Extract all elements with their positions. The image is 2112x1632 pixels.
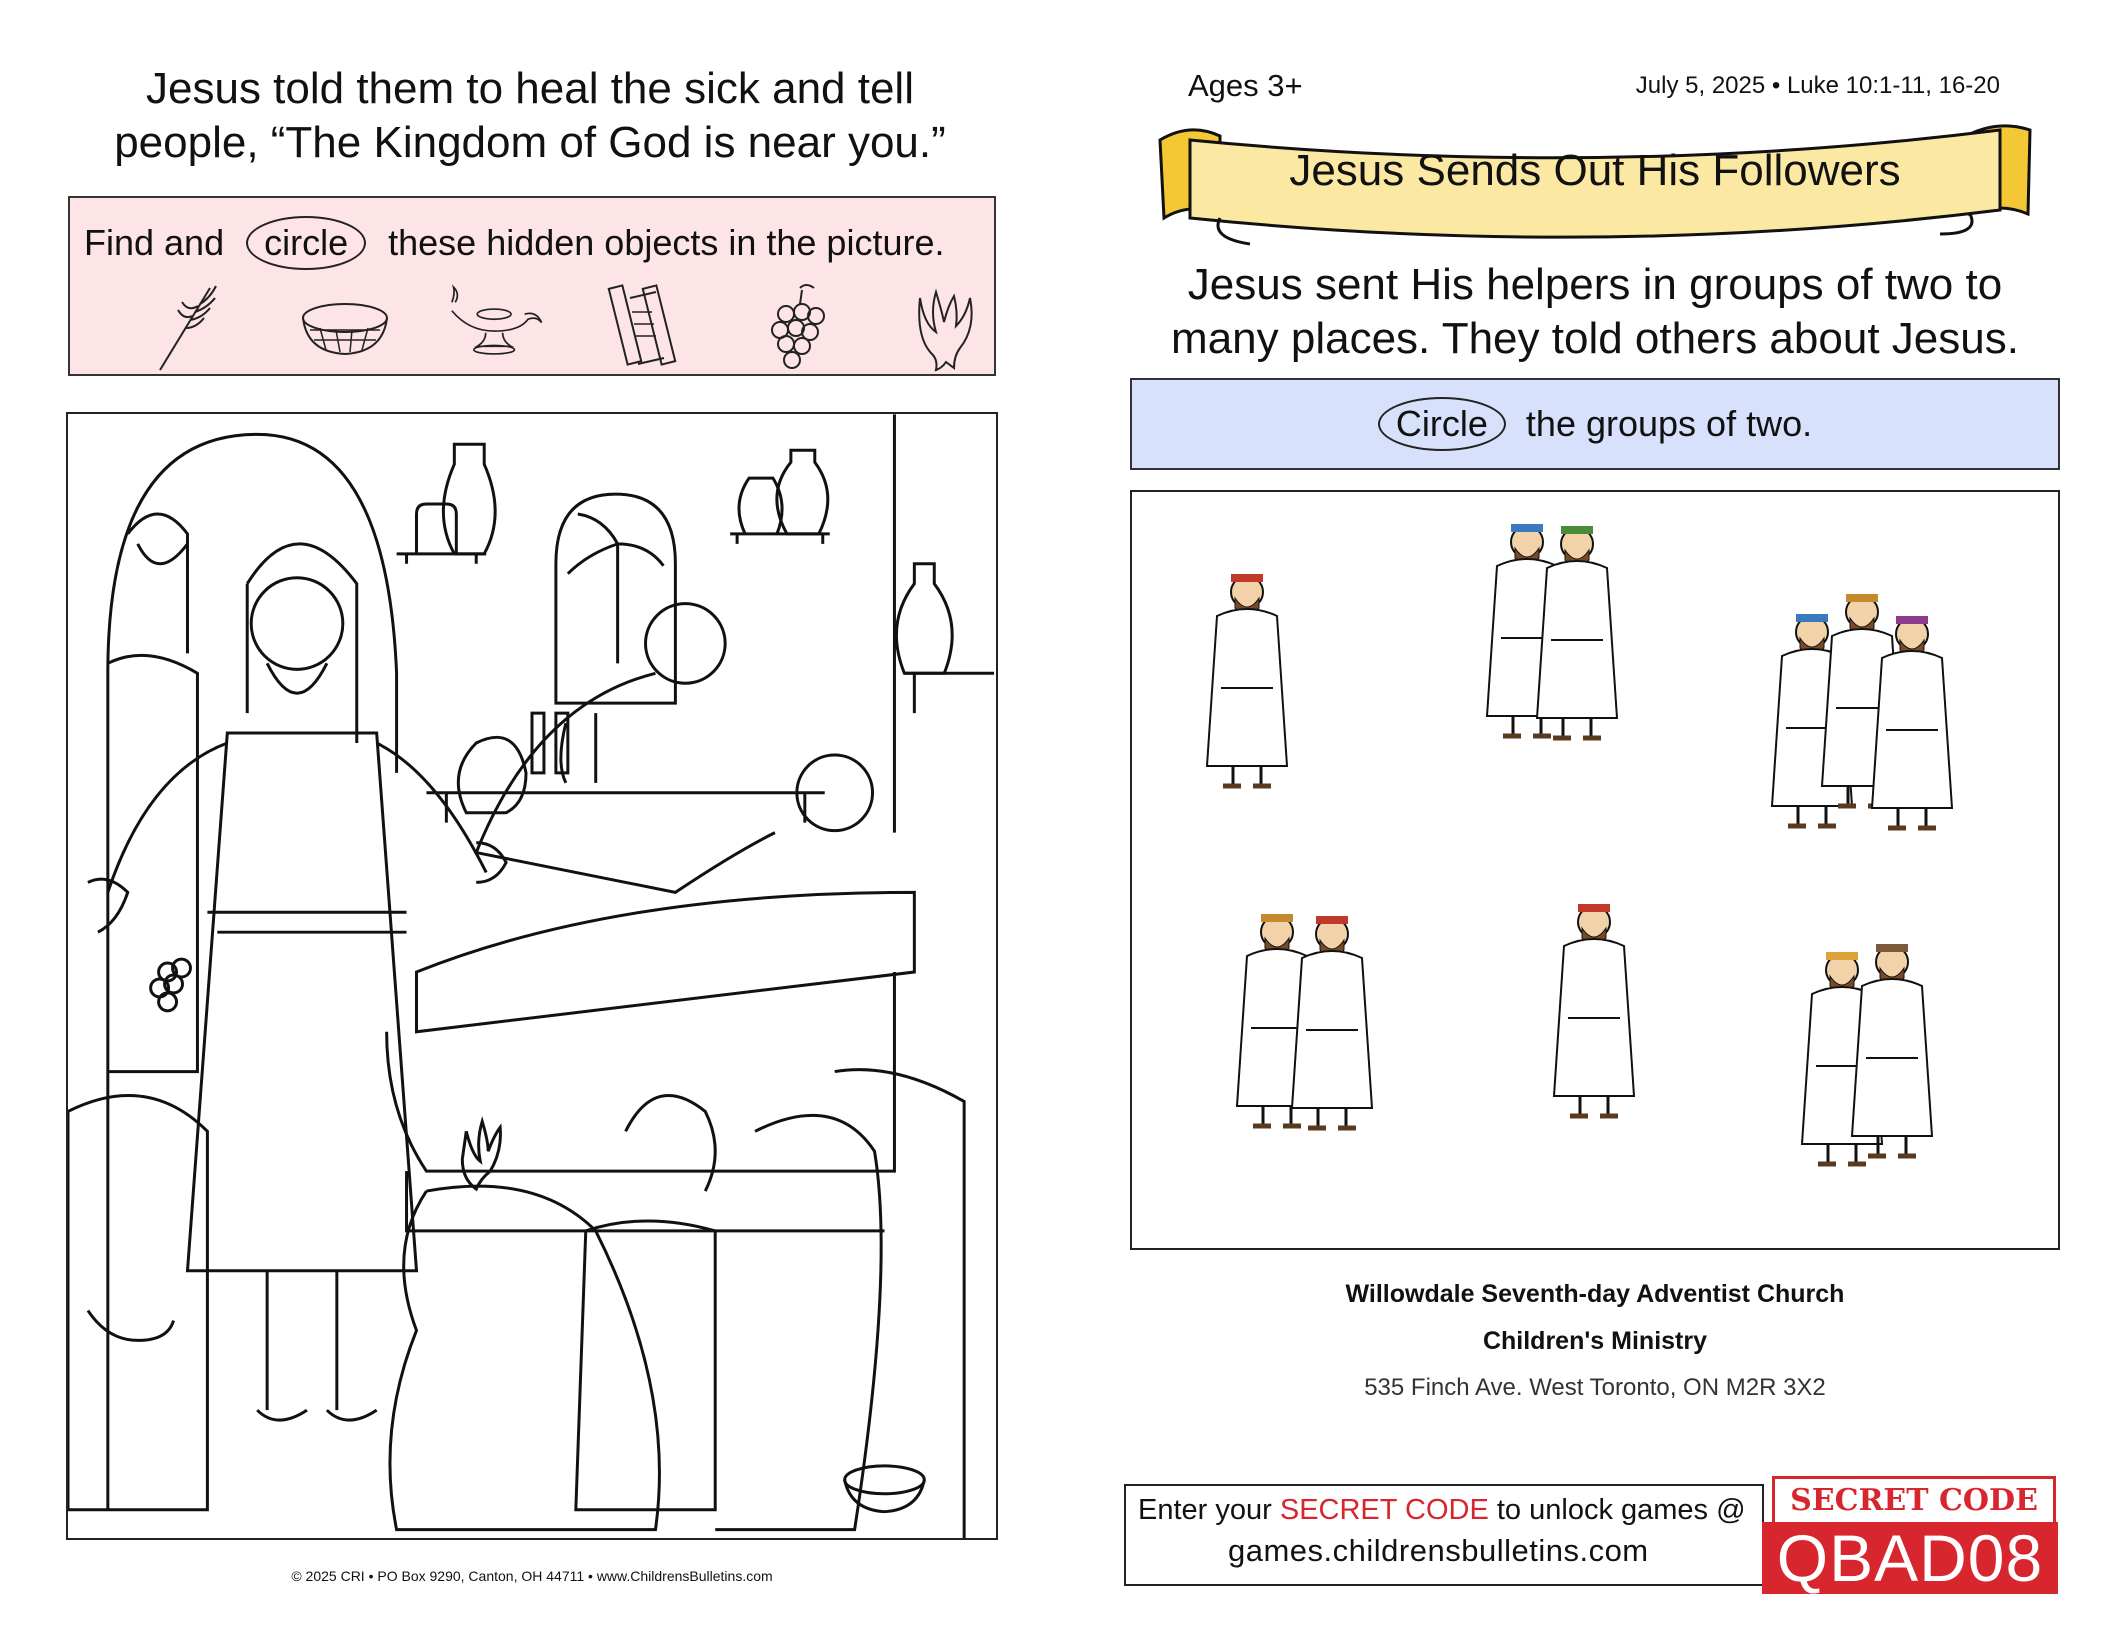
ages-label: Ages 3+ bbox=[1188, 68, 1303, 103]
dove-flame-icon bbox=[890, 278, 1000, 374]
find-before: Find and bbox=[84, 222, 225, 263]
find-after: these hidden objects in the picture. bbox=[388, 222, 945, 263]
code-instruction: Enter your SECRET CODE to unlock games @ bbox=[1138, 1494, 1746, 1526]
hidden-objects-row bbox=[140, 278, 1000, 368]
find-instruction bbox=[84, 216, 945, 270]
groups-panel bbox=[1130, 490, 2060, 1250]
group-one-b bbox=[1554, 904, 1634, 1116]
followers-figures bbox=[1132, 492, 2058, 1248]
church-address: 535 Finch Ave. West Toronto, ON M2R 3X2 bbox=[1364, 1374, 1826, 1401]
secret-code-box bbox=[1124, 1484, 1764, 1586]
oil-lamp-icon bbox=[440, 278, 550, 374]
group-three bbox=[1772, 594, 1952, 828]
church-info bbox=[1130, 1280, 2060, 1402]
circle-word: circle bbox=[246, 216, 366, 270]
secret-code-highlight: SECRET CODE bbox=[1279, 1494, 1489, 1526]
scroll-icon bbox=[590, 278, 700, 374]
group-two-a bbox=[1487, 524, 1617, 738]
grapes-icon bbox=[740, 278, 850, 374]
church-name: Willowdale Seventh-day Adventist Church bbox=[1345, 1280, 1845, 1308]
circle-word-right: Circle bbox=[1378, 397, 1506, 451]
right-heading: Jesus sent His helpers in groups of two to many places. They told others about Jesus. bbox=[1171, 260, 2019, 363]
games-url[interactable]: games.childrensbulletins.com bbox=[1228, 1533, 1649, 1568]
page-title: Jesus Sends Out His Followers bbox=[1289, 146, 1901, 195]
group-one-a bbox=[1207, 574, 1287, 786]
secret-code-stamp: SECRET CODE bbox=[1772, 1476, 2056, 1526]
coloring-scene bbox=[66, 412, 998, 1540]
copyright-footer: © 2025 CRI • PO Box 9290, Canton, OH 44711 • www.ChildrensBulletins.com bbox=[291, 1568, 773, 1584]
church-ministry: Children's Ministry bbox=[1482, 1327, 1708, 1355]
circle-rest: the groups of two. bbox=[1525, 403, 1813, 444]
find-objects-box bbox=[68, 196, 996, 376]
group-two-b bbox=[1237, 914, 1372, 1128]
wheat-icon bbox=[140, 278, 250, 374]
basket-icon bbox=[290, 278, 400, 374]
left-heading: Jesus told them to heal the sick and tell people, “The Kingdom of God is near you.” bbox=[114, 64, 946, 167]
date-reference: July 5, 2025 • Luke 10:1-11, 16-20 bbox=[1635, 72, 2000, 99]
group-two-c bbox=[1802, 944, 1932, 1164]
secret-code-value: QBAD08 bbox=[1762, 1522, 2058, 1594]
circle-instruction-box bbox=[1130, 378, 2060, 470]
